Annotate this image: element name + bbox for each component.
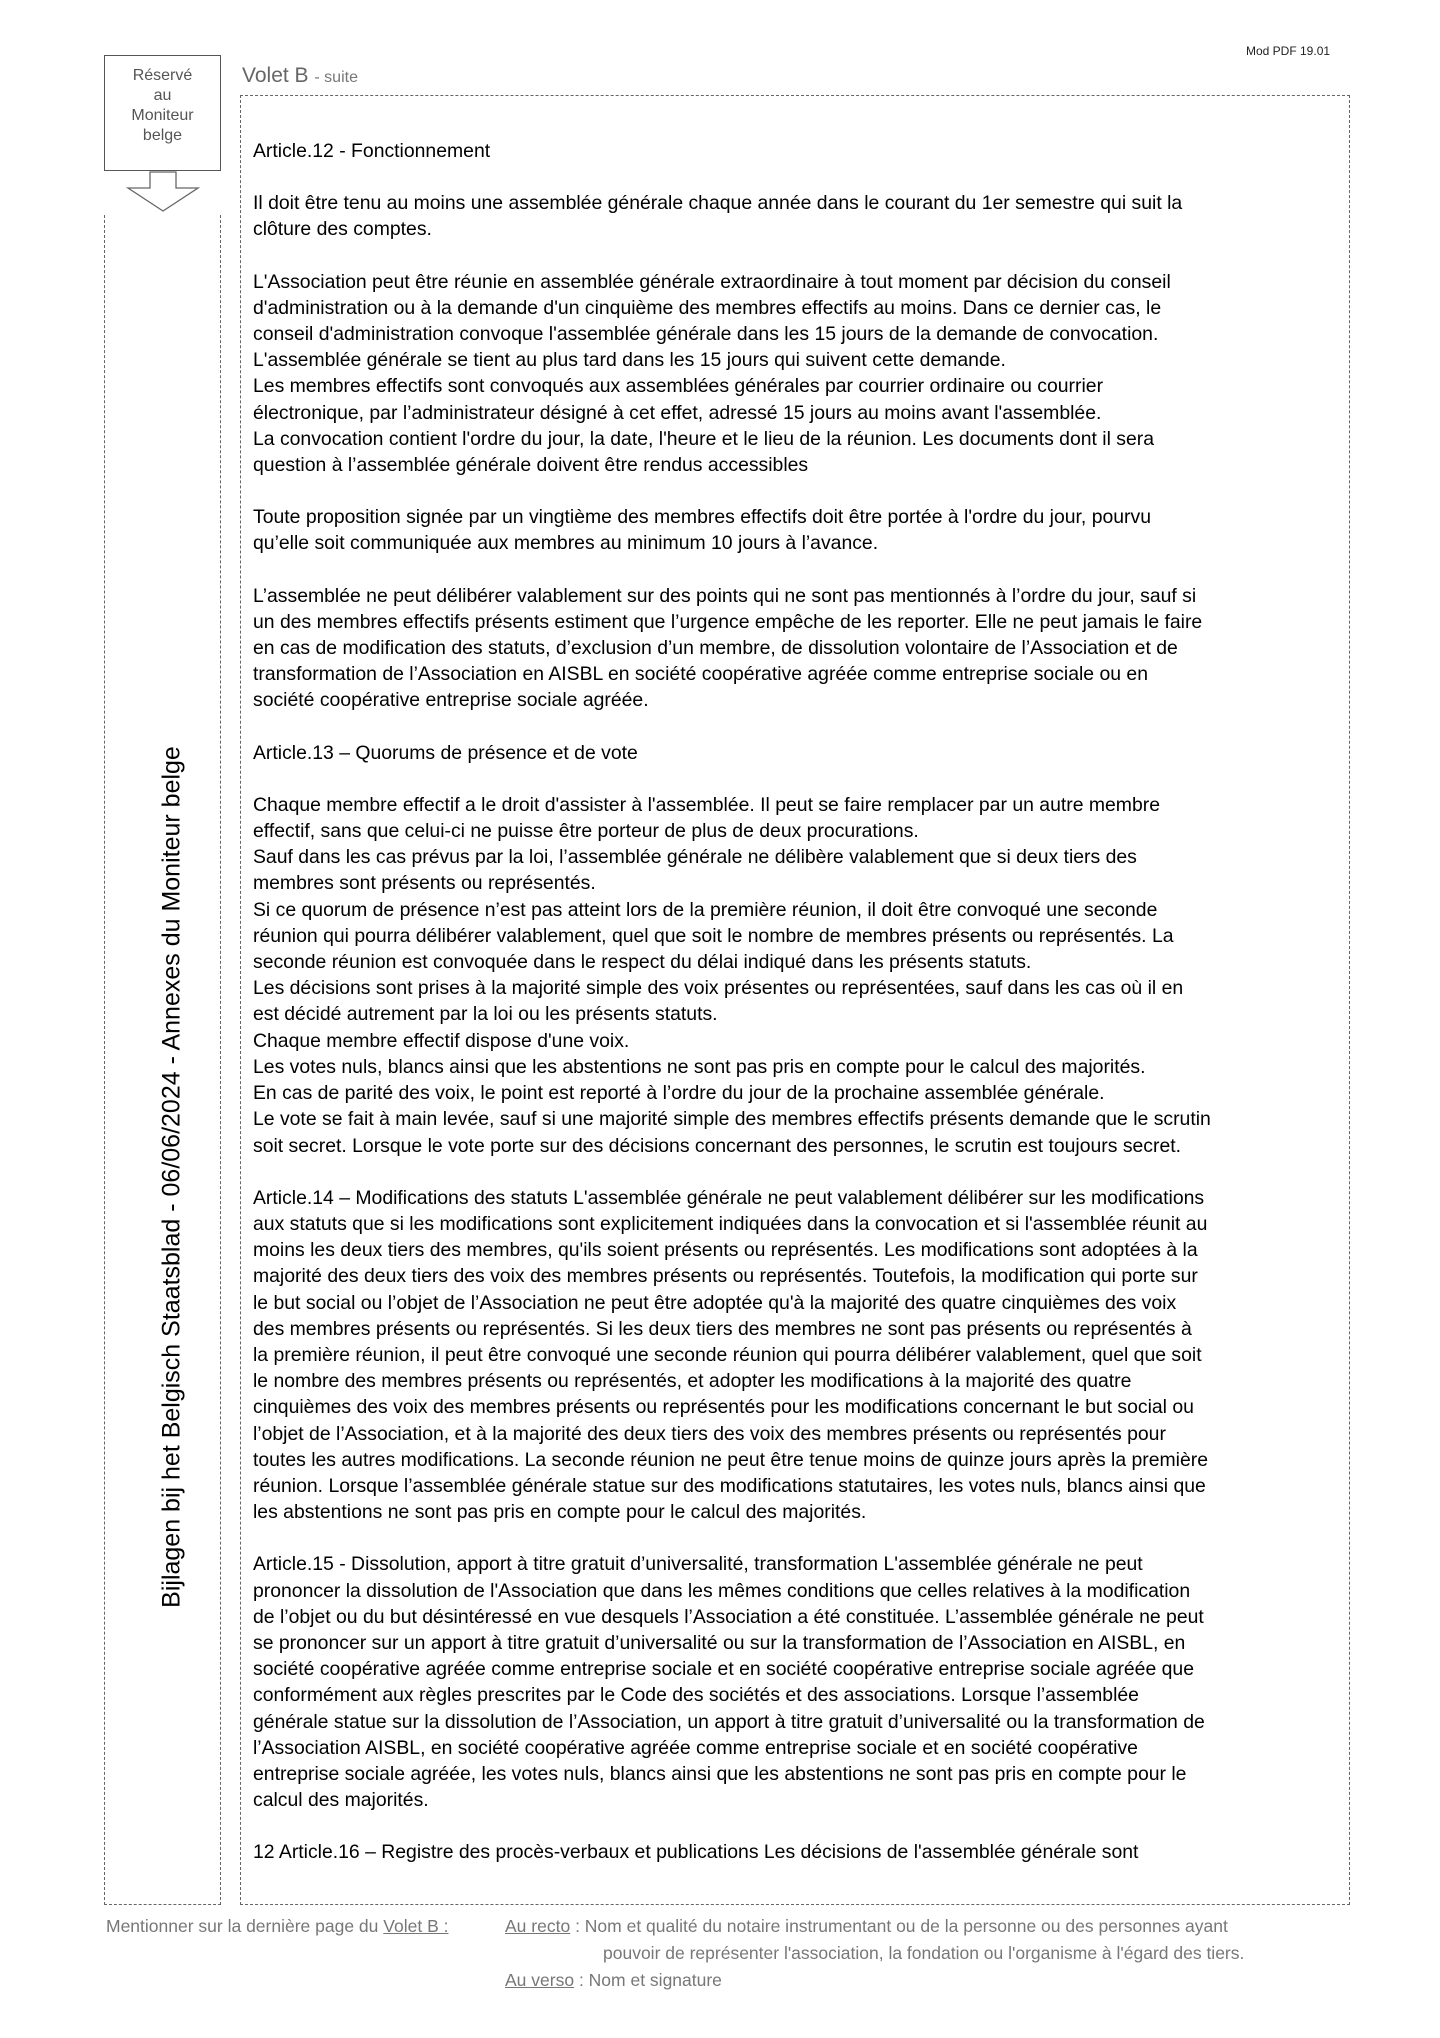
paragraph: [253, 1839, 1333, 1865]
text-line: Les décisions sont prises à la majorité simple des voix présentes ou représentées, sauf dans les cas où il en: [253, 977, 1184, 1000]
text-line: la première réunion, il peut être convoqué une seconde réunion qui pourra délibérer valablement, quel que soit: [253, 1343, 1202, 1366]
text-line: se prononcer sur un apport à titre gratuit d’universalité ou sur la transformation de l’Association en AISBL, en: [253, 1631, 1186, 1654]
text-line: effectif, sans que celui-ci ne puisse être porteur de plus de deux procurations.: [253, 820, 919, 843]
text-line: Sauf dans les cas prévus par la loi, l’assemblée générale ne délibère valablement que si deux tiers des: [253, 846, 1137, 869]
text-line: Chaque membre effectif dispose d'une voix.: [253, 1029, 630, 1052]
text-line: majorité des deux tiers des voix des membres présents ou représentés. Toutefois, la modification qui porte sur: [253, 1265, 1198, 1288]
text-line: un des membres effectifs présents estiment que l’urgence empêche de les reporter. Elle ne peut jamais le faire: [253, 610, 1203, 633]
footer-verso: [505, 1970, 722, 1991]
text-line: question à l’assemblée générale doivent être rendus accessibles: [253, 454, 809, 477]
footer-volet-link: Volet B :: [383, 1916, 449, 1936]
footer-verso-text: : Nom et signature: [578, 1970, 722, 1990]
text-line: calcul des majorités.: [253, 1789, 429, 1812]
footer-recto-continued: pouvoir de représenter l'association, la fondation ou l'organisme à l'égard des tiers.: [603, 1943, 1245, 1963]
text-line: qu’elle soit communiquée aux membres au minimum 10 jours à l’avance.: [253, 532, 879, 555]
paragraph: [253, 583, 1333, 714]
footer-intro: Mentionner sur la dernière page du: [106, 1916, 379, 1936]
text-line: La convocation contient l'ordre du jour, la date, l'heure et le lieu de la réunion. Les documents dont il sera: [253, 427, 1155, 450]
paragraph: [253, 138, 1333, 164]
paragraph: [253, 504, 1333, 556]
reserve-line: Moniteur: [131, 107, 194, 124]
text-line: prononcer la dissolution de l'Association que dans les mêmes conditions que celles relatives à la modification: [253, 1579, 1191, 1602]
text-line: société coopérative agréée comme entreprise sociale et en société coopérative entreprise sociale agréée que: [253, 1658, 1194, 1681]
down-arrow-icon: [126, 171, 200, 213]
text-line: Toute proposition signée par un vingtième des membres effectifs doit être portée à l'ordre du jour, pourvu: [253, 506, 1151, 529]
document-body: [253, 138, 1333, 1892]
text-line: Article.14 – Modifications des statuts L'assemblée générale ne peut valablement délibérer sur les modifications: [253, 1186, 1205, 1209]
reserve-line: au: [153, 87, 172, 104]
text-line: l’objet de l’Association, et à la majorité des deux tiers des voix des membres présents ou représentés pour: [253, 1422, 1166, 1445]
footer-recto-label: Au recto: [505, 1916, 571, 1936]
text-line: toutes les autres modifications. La seconde réunion ne peut être tenue moins de quinze jours après la première: [253, 1448, 1209, 1471]
text-line: soit secret. Lorsque le vote porte sur des décisions concernant des personnes, le scrutin est toujours secret.: [253, 1134, 1182, 1157]
text-line: société coopérative entreprise sociale agréée.: [253, 689, 649, 712]
text-line: seconde réunion est convoquée dans le respect du délai indiqué dans les présents statuts.: [253, 951, 1032, 974]
paragraph: [253, 1551, 1333, 1813]
text-line: clôture des comptes.: [253, 218, 432, 241]
text-line: le nombre des membres présents ou représentés, et adopter les modifications à la majorité des quatre: [253, 1370, 1132, 1393]
text-line: réunion qui pourra délibérer valablement, quel que soit le nombre de membres présents ou représentés. La: [253, 924, 1174, 947]
text-line: Les votes nuls, blancs ainsi que les abstentions ne sont pas pris en compte pour le calcul des majorités.: [253, 1055, 1146, 1078]
text-line: moins les deux tiers des membres, qu'ils soient présents ou représentés. Les modifications sont adoptées à la: [253, 1239, 1198, 1262]
reserve-line: belge: [142, 127, 183, 144]
form-reference: Mod PDF 19.01: [1246, 44, 1331, 58]
text-line: l’Association AISBL, en société coopérative agréée comme entreprise sociale et en société coopérative: [253, 1736, 1138, 1759]
text-line: réunion. Lorsque l’assemblée générale statue sur des modifications statutaires, les votes nuls, blancs ainsi que: [253, 1474, 1206, 1497]
text-line: les abstentions ne sont pas pris en compte pour le calcul des majorités.: [253, 1501, 867, 1524]
text-line: générale statue sur la dissolution de l’Association, un apport à titre gratuit d’universalité ou la transformation de: [253, 1710, 1205, 1733]
volet-title: Volet B: [242, 64, 309, 87]
text-line: Article.12 - Fonctionnement: [253, 140, 491, 162]
footer-recto-text: : Nom et qualité du notaire instrumentant ou de la personne ou des personnes ayant: [575, 1916, 1228, 1936]
text-line: Chaque membre effectif a le droit d'assister à l'assemblée. Il peut se faire remplacer par un autre membre: [253, 793, 1160, 816]
paragraph: [253, 792, 1333, 1159]
paragraph: [253, 1185, 1333, 1526]
volet-suffix: - suite: [314, 69, 358, 86]
reserve-line: Réservé: [132, 67, 193, 84]
paragraph: [253, 740, 1333, 766]
footer-line-1: [106, 1916, 448, 1937]
text-line: Il doit être tenu au moins une assemblée générale chaque année dans le courant du 1er semestre qui suit la: [253, 192, 1183, 215]
text-line: L'Association peut être réunie en assemblée générale extraordinaire à tout moment par décision du conseil: [253, 270, 1171, 293]
text-line: L'assemblée générale se tient au plus tard dans les 15 jours qui suivent cette demande.: [253, 349, 1006, 372]
text-line: le but social ou l’objet de l’Association ne peut être adoptée qu'à la majorité des quatre cinquièmes des voix: [253, 1291, 1177, 1314]
text-line: entreprise sociale agréée, les votes nuls, blancs ainsi que les abstentions ne sont pas pris en compte pour le: [253, 1762, 1187, 1785]
text-line: Si ce quorum de présence n’est pas atteint lors de la première réunion, il doit être convoqué une seconde: [253, 898, 1158, 921]
text-line: 12 Article.16 – Registre des procès-verbaux et publications Les décisions de l'assemblée générale sont: [253, 1841, 1139, 1864]
text-line: Article.13 – Quorums de présence et de vote: [253, 741, 638, 764]
text-line: est décidé autrement par la loi ou les présents statuts.: [253, 1003, 718, 1026]
text-line: L’assemblée ne peut délibérer valablement sur des points qui ne sont pas mentionnés à l’ordre du jour, sauf si: [253, 584, 1197, 607]
text-line: membres sont présents ou représentés.: [253, 872, 596, 895]
text-line: d'administration ou à la demande d'un cinquième des membres effectifs au moins. Dans ce dernier cas, le: [253, 296, 1162, 319]
text-line: conformément aux règles prescrites par le Code des sociétés et des associations. Lorsque l’assemblée: [253, 1684, 1139, 1707]
volet-header: [242, 64, 358, 88]
text-line: en cas de modification des statuts, d’exclusion d’un membre, de dissolution volontaire de l’Association et de: [253, 637, 1178, 660]
text-line: cinquièmes des voix des membres présents ou représentés pour les modifications concernant le but social ou: [253, 1396, 1194, 1419]
text-line: Le vote se fait à main levée, sauf si une majorité simple des membres effectifs présents demande que le scrutin: [253, 1108, 1211, 1131]
footer-recto: [505, 1916, 1228, 1937]
text-line: Les membres effectifs sont convoqués aux assemblées générales par courrier ordinaire ou courrier: [253, 375, 1104, 398]
publication-side-label: Bijlagen bij het Belgisch Staatsblad - 06/06/2024 - Annexes du Moniteur belge: [157, 746, 186, 1608]
text-line: aux statuts que si les modifications sont explicitement indiquées dans la convocation et si l'assemblée réunit au: [253, 1212, 1208, 1235]
text-line: En cas de parité des voix, le point est reporté à l’ordre du jour de la prochaine assemblée générale.: [253, 1082, 1105, 1105]
text-line: de l’objet ou du but désintéressé en vue desquels l’Association a été constituée. L’assemblée générale ne peut: [253, 1605, 1204, 1628]
text-line: électronique, par l’administrateur désigné à cet effet, adressé 15 jours au moins avant l'assemblée.: [253, 401, 1102, 424]
reserve-box: [104, 55, 221, 171]
text-line: conseil d'administration convoque l'assemblée générale dans les 15 jours de la demande de convocation.: [253, 323, 1159, 346]
footer-verso-label: Au verso: [505, 1970, 575, 1990]
text-line: transformation de l’Association en AISBL en société coopérative agréée comme entreprise sociale ou en: [253, 663, 1148, 686]
text-line: des membres présents ou représentés. Si les deux tiers des membres ne sont pas présents ou représentés à: [253, 1317, 1192, 1340]
paragraph: [253, 190, 1333, 242]
paragraph: [253, 269, 1333, 479]
text-line: Article.15 - Dissolution, apport à titre gratuit d’universalité, transformation L'assemblée générale ne peut: [253, 1553, 1143, 1576]
